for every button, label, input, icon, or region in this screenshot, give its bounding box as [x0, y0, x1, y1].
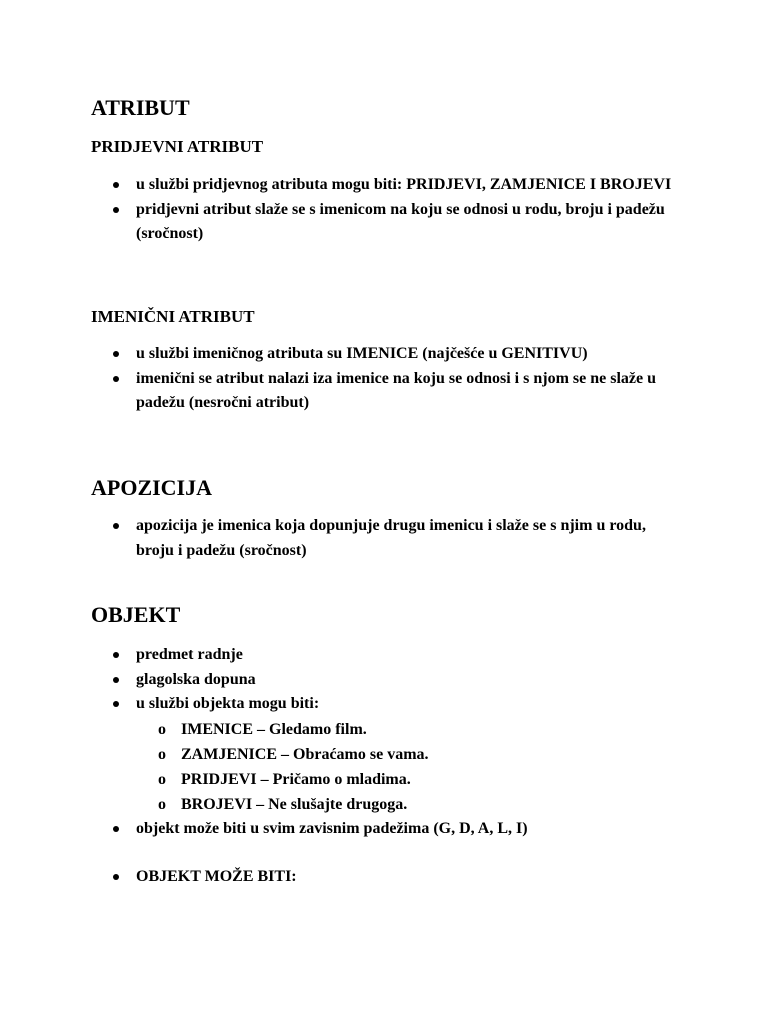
list-item: u službi pridjevnog atributa mogu biti: PRIDJEVI, ZAMJENICE I BROJEVI [91, 173, 681, 198]
list-item [91, 692, 681, 817]
sub-list-item [136, 767, 681, 792]
pridjevni-atribut-heading: PRIDJEVNI ATRIBUT [91, 137, 264, 156]
apozicija-heading: APOZICIJA [91, 475, 213, 500]
imenicni-atribut-list [91, 342, 681, 416]
sub-list-item [136, 742, 681, 767]
apozicija-list [91, 514, 681, 563]
list-item: objekt može biti u svim zavisnim padežima (G, D, A, L, I) [91, 817, 681, 842]
objekt-sublist [136, 717, 681, 817]
circle-bullet-icon: o [158, 770, 166, 788]
list-item: pridjevni atribut slaže se s imenicom na koju se odnosi u rodu, broju i padežu (sročnost) [91, 198, 681, 247]
sub-list-item-text: PRIDJEVI – Pričamo o mladima. [181, 770, 411, 788]
list-item: glagolska dopuna [91, 668, 681, 693]
pridjevni-atribut-list [91, 173, 681, 247]
sub-list-item-text: IMENICE – Gledamo film. [181, 720, 367, 738]
sub-list-item-text: ZAMJENICE – Obraćamo se vama. [181, 745, 429, 763]
list-item: u službi imeničnog atributa su IMENICE (najčešće u GENITIVU) [91, 342, 681, 367]
list-item: OBJEKT MOŽE BITI: [91, 865, 681, 890]
list-item: predmet radnje [91, 643, 681, 668]
imenicni-atribut-heading: IMENIČNI ATRIBUT [91, 307, 255, 326]
objekt-last-list [91, 865, 681, 890]
list-item: imenični se atribut nalazi iza imenice na koju se odnosi i s njom se ne slaže u padežu (nesročni atribut) [91, 367, 681, 416]
sub-list-item [136, 792, 681, 817]
circle-bullet-icon: o [158, 720, 166, 738]
list-item: apozicija je imenica koja dopunjuje drugu imenicu i slaže se s njim u rodu, broju i padežu (sročnost) [91, 514, 681, 563]
sub-list-item-text: BROJEVI – Ne slušajte drugoga. [181, 795, 408, 813]
objekt-heading: OBJEKT [91, 602, 181, 627]
atribut-heading: ATRIBUT [91, 95, 190, 120]
sub-list-item [136, 717, 681, 742]
circle-bullet-icon: o [158, 795, 166, 813]
list-item-text: u službi objekta mogu biti: [136, 695, 320, 712]
objekt-list [91, 643, 681, 841]
circle-bullet-icon: o [158, 745, 166, 763]
